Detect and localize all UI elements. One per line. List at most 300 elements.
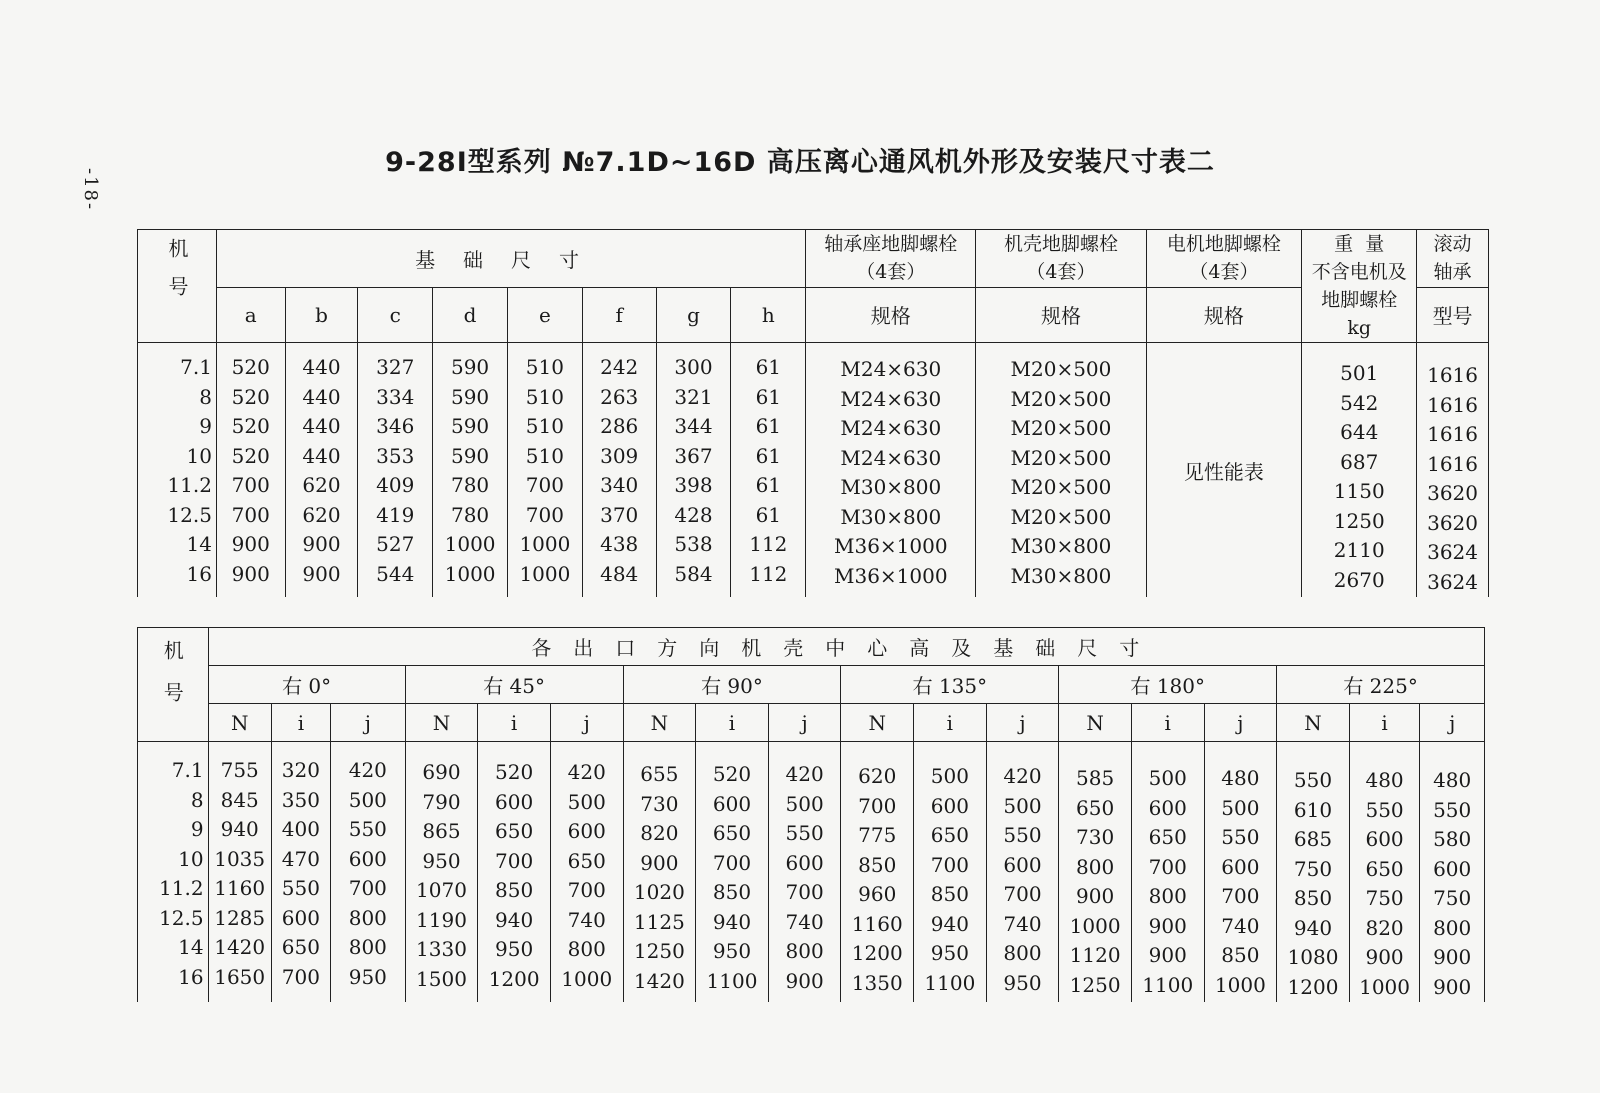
weight-note-2: 地脚螺栓 — [1321, 289, 1398, 311]
table-cell: 750 — [1365, 886, 1404, 910]
table-cell: 1020 — [633, 880, 685, 904]
table-cell: 500 — [348, 787, 387, 812]
dim-h-header: h — [731, 287, 806, 343]
table-cell: 780 — [450, 502, 490, 527]
table-cell: 740 — [785, 909, 824, 934]
t2-letter-j-2: j — [768, 704, 841, 742]
table-cell: 1000 — [1069, 913, 1121, 938]
table-cell: 650 — [495, 819, 534, 843]
bearing-bolt-sets: （4套） — [856, 261, 926, 284]
table-cell: 740 — [1003, 911, 1042, 936]
table-cell: 10 — [186, 443, 212, 468]
table-cell: 538 — [674, 532, 713, 556]
t1-col-machine — [138, 343, 217, 598]
table-cell: 1000 — [444, 532, 496, 556]
table-cell: 1200 — [851, 941, 903, 965]
motor-note: 见性能表 — [1146, 343, 1302, 598]
t2-group-header-3: 右 135° — [841, 666, 1059, 704]
table-cell: 700 — [1221, 884, 1260, 908]
t2-col-j-4 — [1204, 742, 1277, 1003]
table-cell: 700 — [1003, 882, 1042, 906]
table-cell: 650 — [712, 821, 752, 845]
table-cell: 510 — [525, 414, 564, 438]
table-cell: 263 — [600, 384, 639, 409]
table-cell: M30×800 — [840, 504, 942, 529]
table-cell: 600 — [281, 905, 320, 930]
table-cell: 346 — [376, 414, 415, 438]
t1-col-f — [582, 343, 656, 598]
table-cell: 900 — [302, 561, 341, 586]
weight-title: 重 量 — [1334, 233, 1385, 255]
bearing-spec-header: 规格 — [806, 287, 976, 343]
t2-group-header-2: 右 90° — [623, 666, 841, 704]
table-cell: 520 — [231, 355, 270, 379]
table-cell: 600 — [1003, 852, 1042, 877]
table-cell: 590 — [450, 384, 490, 409]
t2-group-header-5: 右 225° — [1277, 666, 1485, 704]
table-cell: 800 — [348, 905, 387, 930]
table-cell: 420 — [1003, 764, 1042, 788]
t2-col-machine — [138, 742, 209, 1003]
table-cell: 542 — [1340, 390, 1379, 415]
table-cell: 10 — [178, 846, 204, 871]
t1-col-h — [731, 343, 806, 598]
motor-spec-header: 规格 — [1146, 287, 1302, 343]
table-cell: 544 — [376, 561, 415, 586]
table-cell: 900 — [785, 968, 824, 993]
table-cell: 550 — [348, 817, 387, 841]
table-cell: 2670 — [1333, 567, 1385, 592]
table-cell: 1035 — [214, 846, 266, 871]
table-cell: 500 — [785, 791, 824, 816]
table-cell: 580 — [1433, 827, 1472, 851]
bearing-bolt-header — [806, 230, 976, 288]
table-cell: 850 — [712, 880, 752, 904]
table-cell: 500 — [1003, 793, 1042, 818]
weight-unit: kg — [1347, 317, 1372, 339]
t2-letter-N-4: N — [1059, 704, 1132, 742]
table-cell: 700 — [567, 878, 606, 902]
bearing-model-l2: 轴承 — [1433, 261, 1472, 284]
t2-letter-N-5: N — [1277, 704, 1350, 742]
table-cell: 242 — [600, 355, 639, 379]
table-cell: 1000 — [561, 966, 613, 991]
dim-c-header: c — [358, 287, 433, 343]
table-cell: 800 — [1076, 854, 1115, 879]
table-cell: 1616 — [1427, 422, 1479, 446]
table-cell: 700 — [1148, 854, 1187, 879]
table-cell: 1420 — [214, 935, 266, 959]
t2-col-N-1 — [405, 742, 478, 1003]
table-cell: 690 — [422, 760, 461, 784]
table-cell: 61 — [755, 355, 782, 379]
table-cell: 12.5 — [167, 502, 212, 527]
page-title: 9-28Ⅰ型系列 №7.1D~16D 高压离心通风机外形及安装尺寸表二 — [385, 147, 1215, 178]
t2-col-i-4 — [1131, 742, 1204, 1003]
bearing-model-l1: 滚动 — [1433, 233, 1472, 256]
table-cell: 500 — [930, 764, 969, 788]
t2-letter-i-5: i — [1349, 704, 1420, 742]
table-cell: 850 — [495, 878, 534, 902]
table-cell: 800 — [785, 939, 824, 963]
table-cell: 420 — [567, 760, 606, 784]
t2-group-header-1: 右 45° — [405, 666, 623, 704]
table-cell: 950 — [422, 848, 461, 873]
table-cell: 8 — [190, 787, 204, 812]
table-cell: 900 — [231, 561, 270, 586]
table-cell: 1000 — [519, 561, 571, 586]
bearing-model-l3: 型号 — [1417, 287, 1489, 343]
t2-letter-N-0: N — [208, 704, 271, 742]
t2-col-N-2 — [623, 742, 696, 1003]
table-cell: 900 — [1076, 884, 1115, 908]
table-cell: 950 — [712, 939, 752, 963]
table-cell: 900 — [231, 532, 270, 556]
t1-col-bearing-model — [1417, 343, 1489, 598]
table-cell: 950 — [348, 964, 387, 989]
table-cell: M24×630 — [840, 416, 942, 440]
table-cell: 600 — [495, 789, 534, 814]
table-cell: 440 — [302, 384, 341, 409]
table-cell: 438 — [600, 532, 639, 556]
table-cell: 940 — [220, 817, 259, 841]
dim-f-header: f — [582, 287, 656, 343]
weight-header — [1302, 230, 1417, 343]
t2-letter-i-4: i — [1131, 704, 1204, 742]
table-cell: 550 — [1221, 825, 1260, 849]
table-cell: 730 — [640, 791, 679, 816]
table-cell: 520 — [495, 760, 534, 784]
table-cell: 800 — [567, 937, 606, 961]
table-cell: 600 — [348, 846, 387, 871]
table-cell: 500 — [567, 789, 606, 814]
table-cell: 398 — [674, 473, 713, 497]
t2-col-i-1 — [478, 742, 551, 1003]
table-cell: 14 — [186, 532, 212, 556]
t2-letter-j-4: j — [1204, 704, 1277, 742]
table-cell: M24×630 — [840, 445, 942, 470]
motor-bolt-title: 电机地脚螺栓 — [1166, 233, 1281, 256]
table-cell: 400 — [281, 817, 320, 841]
table-cell: 484 — [600, 561, 639, 586]
table-cell: 950 — [1003, 970, 1042, 995]
table-cell: 650 — [1076, 795, 1115, 820]
table-cell: 940 — [495, 907, 534, 932]
t2-letter-i-1: i — [478, 704, 551, 742]
table-cell: 3624 — [1427, 540, 1479, 564]
table-cell: 940 — [930, 911, 969, 936]
table-cell: 1200 — [488, 966, 540, 991]
table-cell: 740 — [1221, 913, 1260, 938]
table-cell: 650 — [567, 848, 606, 873]
table-cell: 700 — [348, 876, 387, 900]
table-cell: 520 — [231, 414, 270, 438]
table-cell: 480 — [1221, 766, 1260, 790]
t2-letter-N-2: N — [623, 704, 696, 742]
table-cell: 685 — [1293, 827, 1333, 851]
t2-col-i-5 — [1349, 742, 1420, 1003]
t2-group-header-0: 右 0° — [208, 666, 405, 704]
table-cell: 1616 — [1427, 392, 1479, 417]
table-cell: M20×500 — [1010, 416, 1112, 440]
table-cell: 1160 — [214, 876, 266, 900]
table-cell: 309 — [600, 443, 639, 468]
table-cell: M24×630 — [840, 386, 942, 411]
table-cell: 700 — [495, 848, 534, 873]
table-cell: 865 — [422, 819, 461, 843]
table-cell: 700 — [281, 964, 320, 989]
table-cell: 286 — [600, 414, 639, 438]
table-cell: 800 — [1003, 941, 1042, 965]
t2-machine-header-label: 机号 — [160, 640, 185, 724]
t2-main-header: 各出口方向机壳中心高及基础尺寸 — [208, 628, 1484, 666]
table-cell: 501 — [1340, 361, 1379, 385]
table-cell: 700 — [930, 852, 969, 877]
table-cell: 353 — [376, 443, 415, 468]
table-cell: M20×500 — [1010, 504, 1112, 529]
t1-col-bearing-spec — [806, 343, 976, 598]
table-cell: 650 — [930, 823, 969, 847]
table-cell: 1190 — [416, 907, 467, 932]
table-cell: 750 — [1293, 856, 1333, 881]
table-cell: 650 — [1365, 856, 1404, 881]
casing-bolt-sets: （4套） — [1026, 261, 1096, 284]
table-cell: 940 — [712, 909, 752, 934]
table-cell: 7.1 — [171, 758, 204, 782]
table-cell: 3620 — [1427, 481, 1479, 505]
table-cell: 1000 — [1359, 974, 1411, 999]
table-cell: 11.2 — [167, 473, 212, 497]
t2-letter-j-1: j — [550, 704, 623, 742]
t2-letter-i-0: i — [271, 704, 330, 742]
table-cell: 440 — [302, 443, 341, 468]
table-cell: 1420 — [633, 968, 685, 993]
table-cell: 600 — [1433, 856, 1472, 881]
table-cell: 1125 — [633, 909, 685, 934]
table-cell: 700 — [525, 502, 564, 527]
casing-spec-header: 规格 — [976, 287, 1146, 343]
table-cell: 600 — [1365, 827, 1404, 851]
table-cell: 850 — [1293, 886, 1333, 910]
casing-bolt-title: 机壳地脚螺栓 — [1003, 233, 1118, 256]
t2-letter-j-3: j — [986, 704, 1059, 742]
table-cell: M20×500 — [1010, 445, 1112, 470]
table-cell: 520 — [231, 384, 270, 409]
page-number: -18- — [80, 168, 101, 212]
table-cell: 16 — [178, 964, 204, 989]
table-cell: 550 — [1365, 797, 1404, 822]
table-cell: 950 — [930, 941, 969, 965]
table-cell: 900 — [1433, 945, 1472, 969]
table-cell: 1000 — [519, 532, 571, 556]
installation-dimension-table — [137, 229, 1489, 597]
table-cell: 590 — [450, 355, 490, 379]
table-cell: 61 — [755, 414, 782, 438]
table-cell: 700 — [858, 793, 897, 818]
dim-d-header: d — [433, 287, 508, 343]
table-cell: 419 — [376, 502, 415, 527]
table-cell: 700 — [231, 502, 270, 527]
t2-machine-header — [138, 628, 209, 742]
table-cell: 527 — [376, 532, 415, 556]
machine-header — [138, 230, 217, 343]
table-cell: 9 — [199, 414, 212, 438]
table-cell: 600 — [1221, 854, 1260, 879]
table-cell: 650 — [281, 935, 320, 959]
table-cell: 350 — [281, 787, 320, 812]
table-cell: 3624 — [1427, 569, 1479, 594]
t2-col-j-5 — [1420, 742, 1485, 1003]
table-cell: 1250 — [633, 939, 685, 963]
table-cell: 730 — [1076, 825, 1115, 849]
table-cell: 1100 — [924, 970, 976, 995]
table-cell: 600 — [712, 791, 752, 816]
table-cell: 800 — [1433, 915, 1472, 940]
table-cell: M30×800 — [840, 475, 942, 499]
table-cell: 1250 — [1069, 972, 1121, 997]
table-cell: 900 — [1365, 945, 1404, 969]
dim-g-header: g — [656, 287, 731, 343]
motor-bolt-sets: （4套） — [1189, 261, 1259, 284]
table-cell: 14 — [178, 935, 204, 959]
table-cell: 820 — [1365, 915, 1404, 940]
table-cell: 1100 — [1142, 972, 1194, 997]
table-cell: 700 — [231, 473, 270, 497]
t1-col-casing-spec — [976, 343, 1146, 598]
table-cell: 550 — [1003, 823, 1042, 847]
motor-bolt-header — [1146, 230, 1302, 288]
table-cell: 590 — [450, 414, 490, 438]
table-cell: 550 — [281, 876, 320, 900]
table-cell: 1650 — [214, 964, 266, 989]
table-cell: 780 — [450, 473, 490, 497]
t2-letter-N-1: N — [405, 704, 478, 742]
table-cell: 300 — [674, 355, 713, 379]
dim-b-header: b — [285, 287, 358, 343]
table-cell: 700 — [525, 473, 564, 497]
table-cell: 900 — [302, 532, 341, 556]
table-cell: 420 — [348, 758, 387, 782]
table-cell: 600 — [567, 819, 606, 843]
table-cell: M36×1000 — [834, 534, 948, 558]
table-cell: 1616 — [1427, 363, 1479, 387]
table-cell: 334 — [376, 384, 415, 409]
bearing-bolt-title: 轴承座地脚螺栓 — [824, 233, 958, 256]
table-cell: 900 — [1433, 974, 1472, 999]
table-cell: 620 — [302, 502, 341, 527]
machine-header-label: 机号 — [164, 237, 189, 314]
table-cell: 790 — [422, 789, 461, 814]
t2-col-N-0 — [208, 742, 271, 1003]
table-cell: 740 — [567, 907, 606, 932]
table-cell: 16 — [186, 561, 212, 586]
t2-col-j-2 — [768, 742, 841, 1003]
table-cell: 600 — [1148, 795, 1187, 820]
table-cell: 1160 — [851, 911, 903, 936]
table-cell: 2110 — [1333, 538, 1385, 562]
t1-col-b — [285, 343, 358, 598]
table-cell: 112 — [749, 532, 788, 556]
table-cell: 550 — [1433, 797, 1472, 822]
t1-col-d — [433, 343, 508, 598]
table-cell: 1616 — [1427, 451, 1479, 476]
table-cell: 320 — [281, 758, 320, 782]
table-cell: 820 — [640, 821, 679, 845]
table-cell: M20×500 — [1010, 357, 1112, 381]
table-cell: 1350 — [851, 970, 903, 995]
t2-letter-i-2: i — [696, 704, 769, 742]
t2-letter-j-0: j — [330, 704, 405, 742]
table-cell: 112 — [749, 561, 788, 586]
table-cell: 8 — [199, 384, 212, 409]
table-cell: 584 — [674, 561, 713, 586]
table-cell: 12.5 — [159, 905, 204, 930]
table-cell: 520 — [231, 443, 270, 468]
table-cell: 61 — [755, 473, 782, 497]
t1-col-weight — [1302, 343, 1417, 598]
table-cell: 440 — [302, 414, 341, 438]
table-cell: 367 — [674, 443, 713, 468]
table-cell: 655 — [640, 762, 679, 786]
table-cell: 510 — [525, 355, 564, 379]
t2-col-N-3 — [841, 742, 914, 1003]
table-cell: 370 — [600, 502, 639, 527]
casing-bolt-header — [976, 230, 1146, 288]
t2-col-i-0 — [271, 742, 330, 1003]
table-cell: 1150 — [1333, 479, 1385, 503]
table-cell: 500 — [1148, 766, 1187, 790]
table-cell: 600 — [930, 793, 969, 818]
table-cell: 700 — [785, 880, 824, 904]
table-cell: 900 — [1148, 913, 1187, 938]
table-cell: 650 — [1148, 825, 1187, 849]
table-cell: 1120 — [1069, 943, 1121, 967]
table-cell: 750 — [1433, 886, 1472, 910]
t1-col-a — [216, 343, 285, 598]
t2-col-N-4 — [1059, 742, 1132, 1003]
dim-e-header: e — [507, 287, 582, 343]
table-cell: 585 — [1076, 766, 1115, 790]
bearing-model-header — [1417, 230, 1489, 288]
table-cell: 644 — [1340, 420, 1379, 444]
table-cell: 7.1 — [180, 355, 212, 379]
weight-note-1: 不含电机及 — [1311, 261, 1407, 283]
t2-letter-i-3: i — [914, 704, 987, 742]
table-cell: 3620 — [1427, 510, 1479, 535]
table-cell: 755 — [220, 758, 259, 782]
table-cell: 700 — [712, 850, 752, 875]
table-cell: 590 — [450, 443, 490, 468]
table-cell: 409 — [376, 473, 415, 497]
table-cell: 1100 — [706, 968, 758, 993]
table-cell: 610 — [1293, 797, 1333, 822]
table-cell: 480 — [1433, 768, 1472, 792]
table-cell: 61 — [755, 443, 782, 468]
table-cell: 61 — [755, 502, 782, 527]
t2-col-N-5 — [1277, 742, 1350, 1003]
table-cell: 1330 — [416, 937, 467, 961]
outlet-direction-table — [137, 627, 1485, 1002]
table-cell: 850 — [858, 852, 897, 877]
t2-letter-N-3: N — [841, 704, 914, 742]
t2-col-i-2 — [696, 742, 769, 1003]
table-cell: 480 — [1365, 768, 1404, 792]
table-cell: 470 — [281, 846, 320, 871]
table-cell: 1250 — [1333, 508, 1385, 533]
table-cell: 1285 — [214, 905, 266, 930]
table-cell: 9 — [190, 817, 204, 841]
table-cell: 550 — [785, 821, 824, 845]
